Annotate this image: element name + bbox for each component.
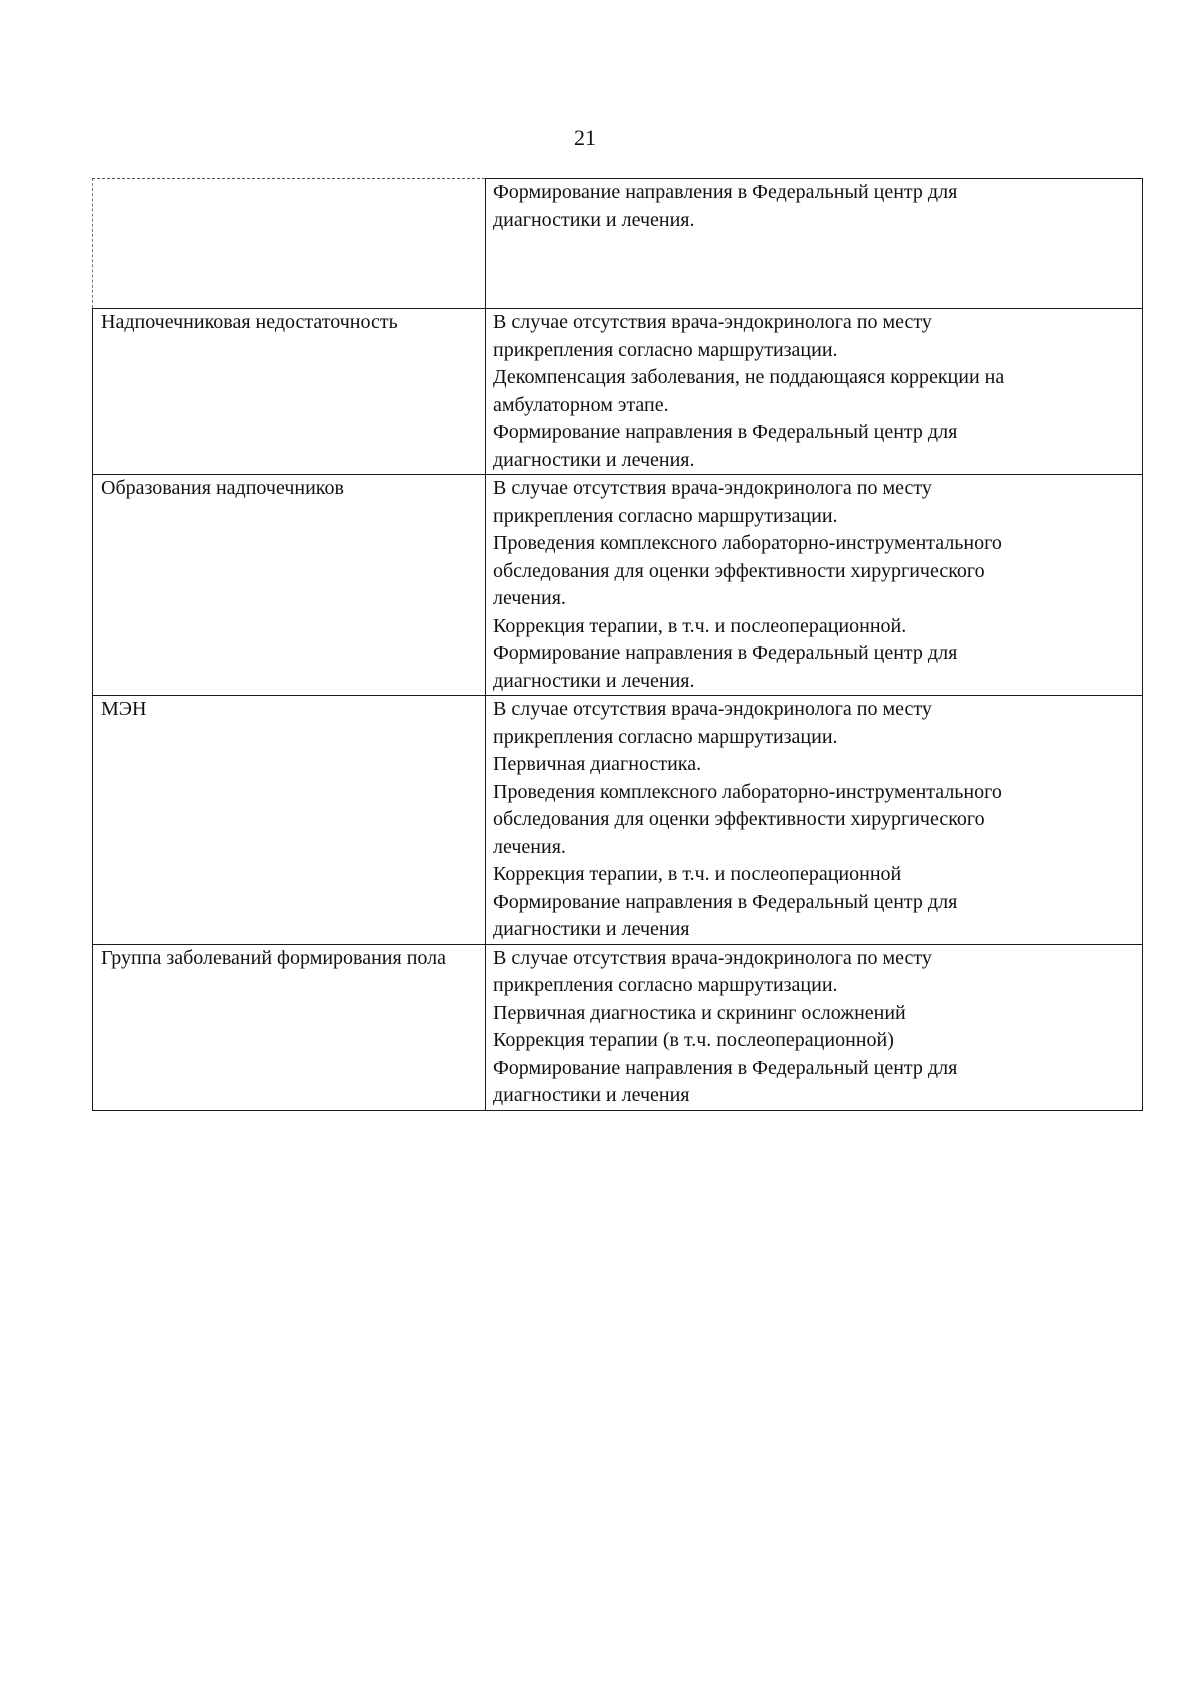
criteria-cell bbox=[486, 944, 1143, 1110]
criteria-line: обследования для оценки эффективности хирургического bbox=[493, 808, 985, 830]
criteria-line: диагностики и лечения. bbox=[493, 208, 695, 231]
criteria-line: прикрепления согласно маршрутизации. bbox=[493, 974, 838, 996]
criteria-line: Формирование направления в Федеральный центр для bbox=[493, 1056, 958, 1079]
criteria-line: Коррекция терапии, в т.ч. и послеоперационной bbox=[493, 863, 902, 885]
condition-cell: МЭН bbox=[93, 696, 486, 945]
condition-cell: Группа заболеваний формирования пола bbox=[93, 944, 486, 1110]
table-row bbox=[93, 309, 1143, 475]
criteria-line: Проведения комплексного лабораторно-инструментального bbox=[493, 780, 1002, 803]
criteria-line: Коррекция терапии (в т.ч. послеоперационной) bbox=[493, 1029, 894, 1051]
condition-cell: Надпочечниковая недостаточность bbox=[93, 309, 486, 475]
table-row bbox=[93, 696, 1143, 945]
criteria-line: В случае отсутствия врача-эндокринолога по месту bbox=[493, 477, 932, 499]
criteria-line: Формирование направления в Федеральный центр для bbox=[493, 181, 958, 203]
criteria-line: прикрепления согласно маршрутизации. bbox=[493, 504, 838, 527]
criteria-cell bbox=[486, 309, 1143, 475]
criteria-line: лечения. bbox=[493, 835, 566, 858]
page-number: 21 bbox=[574, 125, 596, 150]
criteria-line: В случае отсутствия врача-эндокринолога по месту bbox=[493, 698, 932, 720]
criteria-line: Первичная диагностика и скрининг осложнений bbox=[493, 1001, 906, 1024]
criteria-line: лечения. bbox=[493, 587, 566, 609]
criteria-cell bbox=[486, 475, 1143, 696]
criteria-cell bbox=[486, 696, 1143, 945]
condition-cell: Образования надпочечников bbox=[93, 475, 486, 696]
criteria-line: диагностики и лечения bbox=[493, 918, 690, 940]
criteria-line: Первичная диагностика. bbox=[493, 753, 702, 775]
criteria-line: прикрепления согласно маршрутизации. bbox=[493, 725, 838, 748]
table-row bbox=[93, 179, 1143, 309]
criteria-line: обследования для оценки эффективности хирургического bbox=[493, 559, 985, 582]
table-row bbox=[93, 944, 1143, 1110]
criteria-line: Формирование направления в Федеральный центр для bbox=[493, 421, 958, 443]
criteria-line: амбулаторном этапе. bbox=[493, 393, 669, 416]
criteria-line: диагностики и лечения. bbox=[493, 669, 695, 692]
criteria-line: В случае отсутствия врача-эндокринолога по месту bbox=[493, 946, 932, 969]
criteria-line: диагностики и лечения. bbox=[493, 448, 695, 471]
criteria-line: В случае отсутствия врача-эндокринолога по месту bbox=[493, 311, 932, 333]
criteria-line: Формирование направления в Федеральный центр для bbox=[493, 642, 958, 664]
criteria-line: диагностики и лечения bbox=[493, 1084, 690, 1106]
criteria-cell bbox=[486, 179, 1143, 309]
criteria-line: Коррекция терапии, в т.ч. и послеоперационной. bbox=[493, 614, 907, 637]
referral-table bbox=[92, 178, 1143, 1111]
criteria-line: прикрепления согласно маршрутизации. bbox=[493, 338, 838, 361]
criteria-line: Формирование направления в Федеральный центр для bbox=[493, 890, 958, 913]
criteria-line: Декомпенсация заболевания, не поддающаяся коррекции на bbox=[493, 366, 1005, 388]
criteria-line: Проведения комплексного лабораторно-инструментального bbox=[493, 532, 1002, 554]
table-row bbox=[93, 475, 1143, 696]
condition-cell bbox=[93, 179, 486, 309]
